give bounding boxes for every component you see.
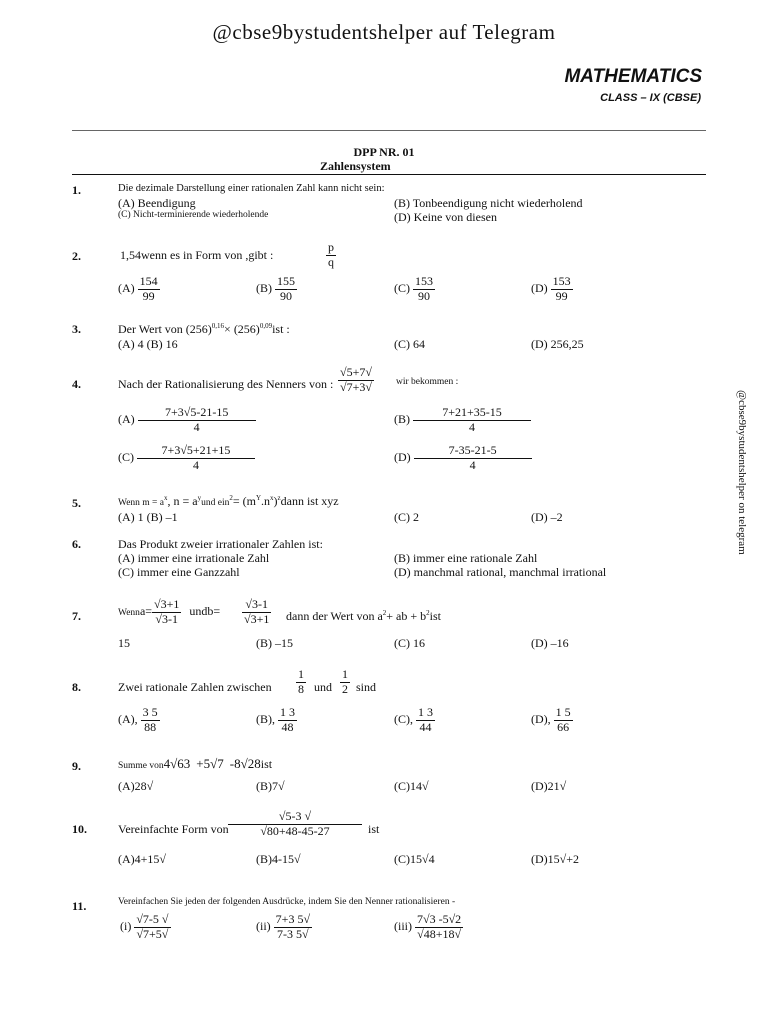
option-d: (D) 256,25 [531, 337, 584, 351]
text-part: ) [273, 494, 278, 508]
side-watermark: @cbse9bystudentshelper on telegram [736, 390, 748, 555]
part-label: (iii) [394, 919, 412, 934]
question-number: 4. [72, 377, 81, 391]
radical-term: 4√63 [163, 756, 191, 771]
exponent: x [164, 494, 168, 502]
frac-den: 88 [141, 720, 160, 735]
part-label: (ii) [256, 919, 271, 934]
frac-num: √3+1 [154, 597, 180, 611]
frac-num: √5+7√ [340, 365, 372, 379]
option-c: (C) 16 [394, 636, 425, 650]
question-text-tail: wir bekommen : [396, 377, 459, 387]
question-text: Nach der Rationalisierung des Nenners von : [118, 377, 334, 391]
option-d: (D)21√ [531, 779, 567, 793]
frac-num: p [328, 240, 334, 254]
und-text: und [314, 680, 332, 694]
option-d: (D) –16 [531, 636, 569, 650]
option-label: (B), [256, 712, 275, 727]
fraction-lower [296, 668, 306, 697]
frac-den: 44 [416, 720, 435, 735]
frac-den: 48 [278, 720, 297, 735]
frac-den: 99 [138, 289, 160, 304]
frac-num: 1 [342, 667, 348, 681]
option-a [118, 406, 256, 435]
fraction-b [242, 598, 271, 627]
option-label: (B) [394, 412, 410, 427]
option-label: (C) [394, 281, 410, 296]
question-text [120, 248, 273, 263]
option-b: (B) immer eine rationale Zahl [394, 551, 538, 565]
frac-num: 7√3 -5√2 [417, 912, 462, 926]
question-text [118, 494, 339, 509]
fraction-upper [340, 668, 350, 697]
frac-num: 153 [415, 274, 433, 288]
option-a: (A)28√ [118, 779, 154, 793]
question-text [118, 322, 290, 337]
question-text: Vereinfachte Form von [118, 822, 229, 836]
topic-title: Zahlensystem [320, 159, 391, 173]
option-b: (B) Tonbeendigung nicht wiederholend [394, 196, 583, 210]
exponent: 0,16 [211, 322, 225, 330]
exponent: 2 [426, 609, 430, 617]
frac-den: √80+48-45-27 [228, 824, 362, 839]
question-number: 6. [72, 537, 81, 551]
frac-num: 153 [552, 274, 571, 288]
option-d: (D) –2 [531, 510, 563, 524]
option-c [394, 275, 435, 304]
exponent: 2 [382, 609, 387, 617]
option-d [531, 706, 573, 735]
question-fraction [228, 810, 362, 839]
subject-title: MATHEMATICS [564, 66, 702, 87]
frac-den: 90 [413, 289, 435, 304]
frac-num: √7-5 √ [136, 912, 169, 926]
option-b [394, 406, 531, 435]
text-part: Wenn m = a [118, 498, 165, 508]
frac-num: 7+3√5-21-15 [164, 405, 229, 419]
frac-num: 3 5 [142, 705, 158, 719]
option-b: (B)4-15√ [256, 852, 301, 866]
text-part: dann der Wert von a [286, 609, 383, 623]
part-label: (i) [120, 919, 132, 934]
exponent: z [277, 494, 281, 502]
frac-den: √7+5√ [134, 927, 170, 942]
option-label: (A), [118, 712, 138, 727]
option-label: (C), [394, 712, 413, 727]
text-part: ist : [272, 322, 290, 336]
frac-num: 1 [298, 667, 304, 681]
option-c [394, 706, 435, 735]
text-part: Summe von [118, 761, 164, 771]
telegram-header: @cbse9bystudentshelper auf Telegram [212, 20, 556, 44]
frac-num: 7+3 5√ [275, 912, 311, 926]
option-a: 15 [118, 636, 130, 650]
frac-num: 7+3√5+21+15 [161, 443, 231, 457]
exponent: 0,09 [259, 322, 273, 330]
option-b [256, 706, 297, 735]
option-b [256, 275, 297, 304]
question-number: 5. [72, 496, 81, 510]
frac-den: 4 [138, 420, 256, 435]
question-text: Die dezimale Darstellung einer rationalen Zahl kann nicht sein: [118, 183, 385, 194]
text-part: und ein [201, 498, 230, 508]
frac-den: 7-3 5√ [274, 927, 312, 942]
option-a [118, 706, 160, 735]
option-a-b: (A) 1 (B) –1 [118, 510, 178, 524]
text-part: .n [261, 494, 271, 508]
option-label: (D), [531, 712, 551, 727]
frac-num: 7-35-21-5 [448, 443, 497, 457]
exponent: 2 [229, 494, 233, 502]
frac-num: 155 [277, 274, 295, 288]
frac-den: √7+3√ [340, 379, 372, 394]
question-text-tail: sind [356, 680, 377, 694]
question-text-tail: ist [368, 822, 380, 836]
text-part: + ab + b [386, 609, 427, 623]
frac-den: 4 [414, 458, 532, 473]
question-number: 11. [72, 899, 87, 913]
text-part: , n = a [167, 494, 198, 508]
question-text [118, 756, 272, 772]
option-label: (D) [531, 281, 548, 296]
frac-num: 1 5 [555, 705, 571, 719]
exponent: y [197, 494, 202, 502]
text-part: dann ist xyz [280, 494, 339, 508]
frac-den: 8 [298, 681, 304, 696]
frac-den: √3+1 [244, 611, 270, 626]
text-part: × (256) [224, 322, 260, 336]
option-d: (D) Keine von diesen [394, 210, 497, 224]
frac-den: √3-1 [152, 612, 181, 627]
text-part: Der Wert von (256) [118, 322, 212, 336]
frac-num: 7+21+35-15 [442, 405, 502, 419]
question-fraction [338, 366, 374, 395]
frac-den: √48+18√ [415, 927, 463, 942]
option-label: (A) [118, 281, 135, 296]
part-ii [256, 913, 312, 942]
class-label: CLASS – IX (CBSE) [600, 92, 701, 104]
option-label: (B) [256, 281, 272, 296]
question-number: 9. [72, 759, 81, 773]
option-a-b: (A) 4 (B) 16 [118, 337, 178, 351]
frac-den: 4 [413, 420, 531, 435]
text-part: ist [429, 609, 441, 623]
option-d [531, 275, 573, 304]
question-text [118, 598, 220, 627]
option-c [118, 444, 255, 473]
exponent: Y [255, 494, 262, 502]
text-part: = (m [232, 494, 256, 508]
dpp-title: DPP NR. 01 [353, 145, 415, 159]
text-part: a= [139, 604, 153, 619]
option-a: (A) Beendigung [118, 196, 196, 210]
question-text-tail [286, 609, 441, 624]
top-rule [72, 130, 706, 131]
text-part: ist [260, 757, 273, 771]
option-c: (C) immer eine Ganzzahl [118, 565, 240, 579]
question-number: 10. [72, 822, 87, 836]
text-part: undb= [189, 604, 221, 619]
radical-term: -8√28 [229, 756, 261, 771]
option-d: (D)15√+2 [531, 852, 580, 866]
frac-den: 4 [137, 458, 255, 473]
option-d [394, 444, 532, 473]
option-c: (C)15√4 [394, 852, 435, 866]
exponent: x [270, 494, 274, 502]
question-number: 1. [72, 183, 81, 197]
frac-num: 154 [139, 274, 158, 288]
recurring-decimal: 1,54 [120, 248, 141, 262]
radical-term: +5√7 [196, 756, 224, 771]
frac-num: √3-1 [245, 597, 268, 611]
option-c: (C) Nicht-terminierende wiederholende [118, 210, 269, 220]
fraction-p-q [326, 241, 336, 270]
frac-num: √5-3 √ [278, 809, 312, 823]
frac-num: 1 3 [418, 705, 433, 719]
frac-den: 2 [342, 681, 348, 696]
option-label: (C) [118, 450, 134, 465]
option-c: (C) 2 [394, 510, 419, 524]
title-rule [72, 174, 706, 175]
option-b: (B)7√ [256, 779, 285, 793]
question-text-tail: wenn es in Form von ,gibt : [141, 248, 274, 262]
option-a [118, 275, 160, 304]
frac-den: 90 [275, 289, 297, 304]
option-c: (C) 64 [394, 337, 425, 351]
question-number: 8. [72, 680, 81, 694]
frac-den: q [328, 254, 334, 269]
frac-den: 66 [554, 720, 573, 735]
option-label: (D) [394, 450, 411, 465]
question-number: 7. [72, 609, 81, 623]
option-d: (D) manchmal rational, manchmal irrational [394, 565, 607, 579]
part-iii [394, 913, 463, 942]
option-a: (A) immer eine irrationale Zahl [118, 551, 270, 565]
frac-num: 1 3 [280, 705, 295, 719]
frac-den: 99 [551, 289, 573, 304]
question-number: 2. [72, 249, 81, 263]
option-b: (B) –15 [256, 636, 293, 650]
question-text: Das Produkt zweier irrationaler Zahlen ist: [118, 537, 323, 551]
text-part: Wenn [118, 608, 140, 619]
question-number: 3. [72, 322, 81, 336]
option-label: (A) [118, 412, 135, 427]
part-i [120, 913, 171, 942]
question-text: Zwei rationale Zahlen zwischen [118, 680, 272, 694]
option-a: (A)4+15√ [118, 852, 167, 866]
option-c: (C)14√ [394, 779, 429, 793]
question-text: Vereinfachen Sie jeden der folgenden Ausdrücke, indem Sie den Nenner rationalisieren - [118, 897, 456, 907]
